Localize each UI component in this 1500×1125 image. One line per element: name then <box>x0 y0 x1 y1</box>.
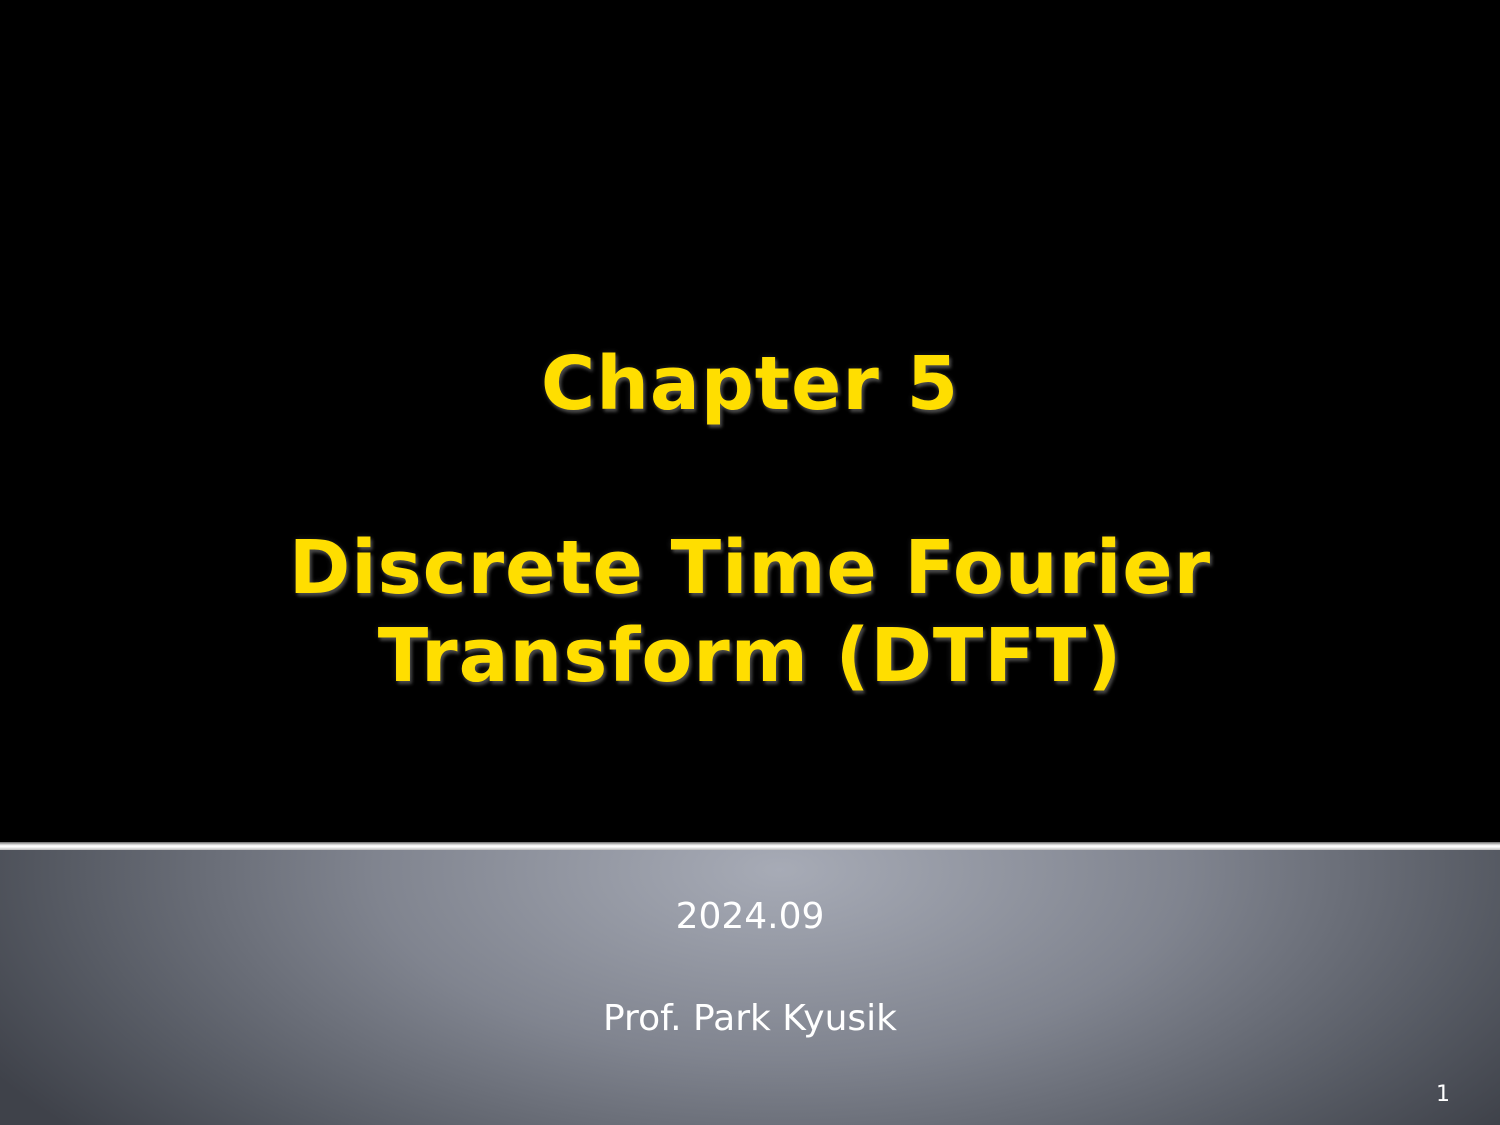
page-number: 1 <box>1436 1082 1450 1107</box>
title-topic-line-2: Transform (DTFT) <box>377 613 1123 699</box>
title-separator <box>0 842 1500 850</box>
title-spacer <box>0 428 1500 524</box>
author-text: Prof. Park Kyusik <box>602 998 897 1039</box>
slide-title <box>0 340 1500 700</box>
subtitle-area <box>0 850 1500 1125</box>
date-text: 2024.09 <box>675 896 825 937</box>
title-chapter: Chapter 5 <box>540 341 960 427</box>
title-topic-line-1: Discrete Time Fourier <box>288 525 1212 611</box>
